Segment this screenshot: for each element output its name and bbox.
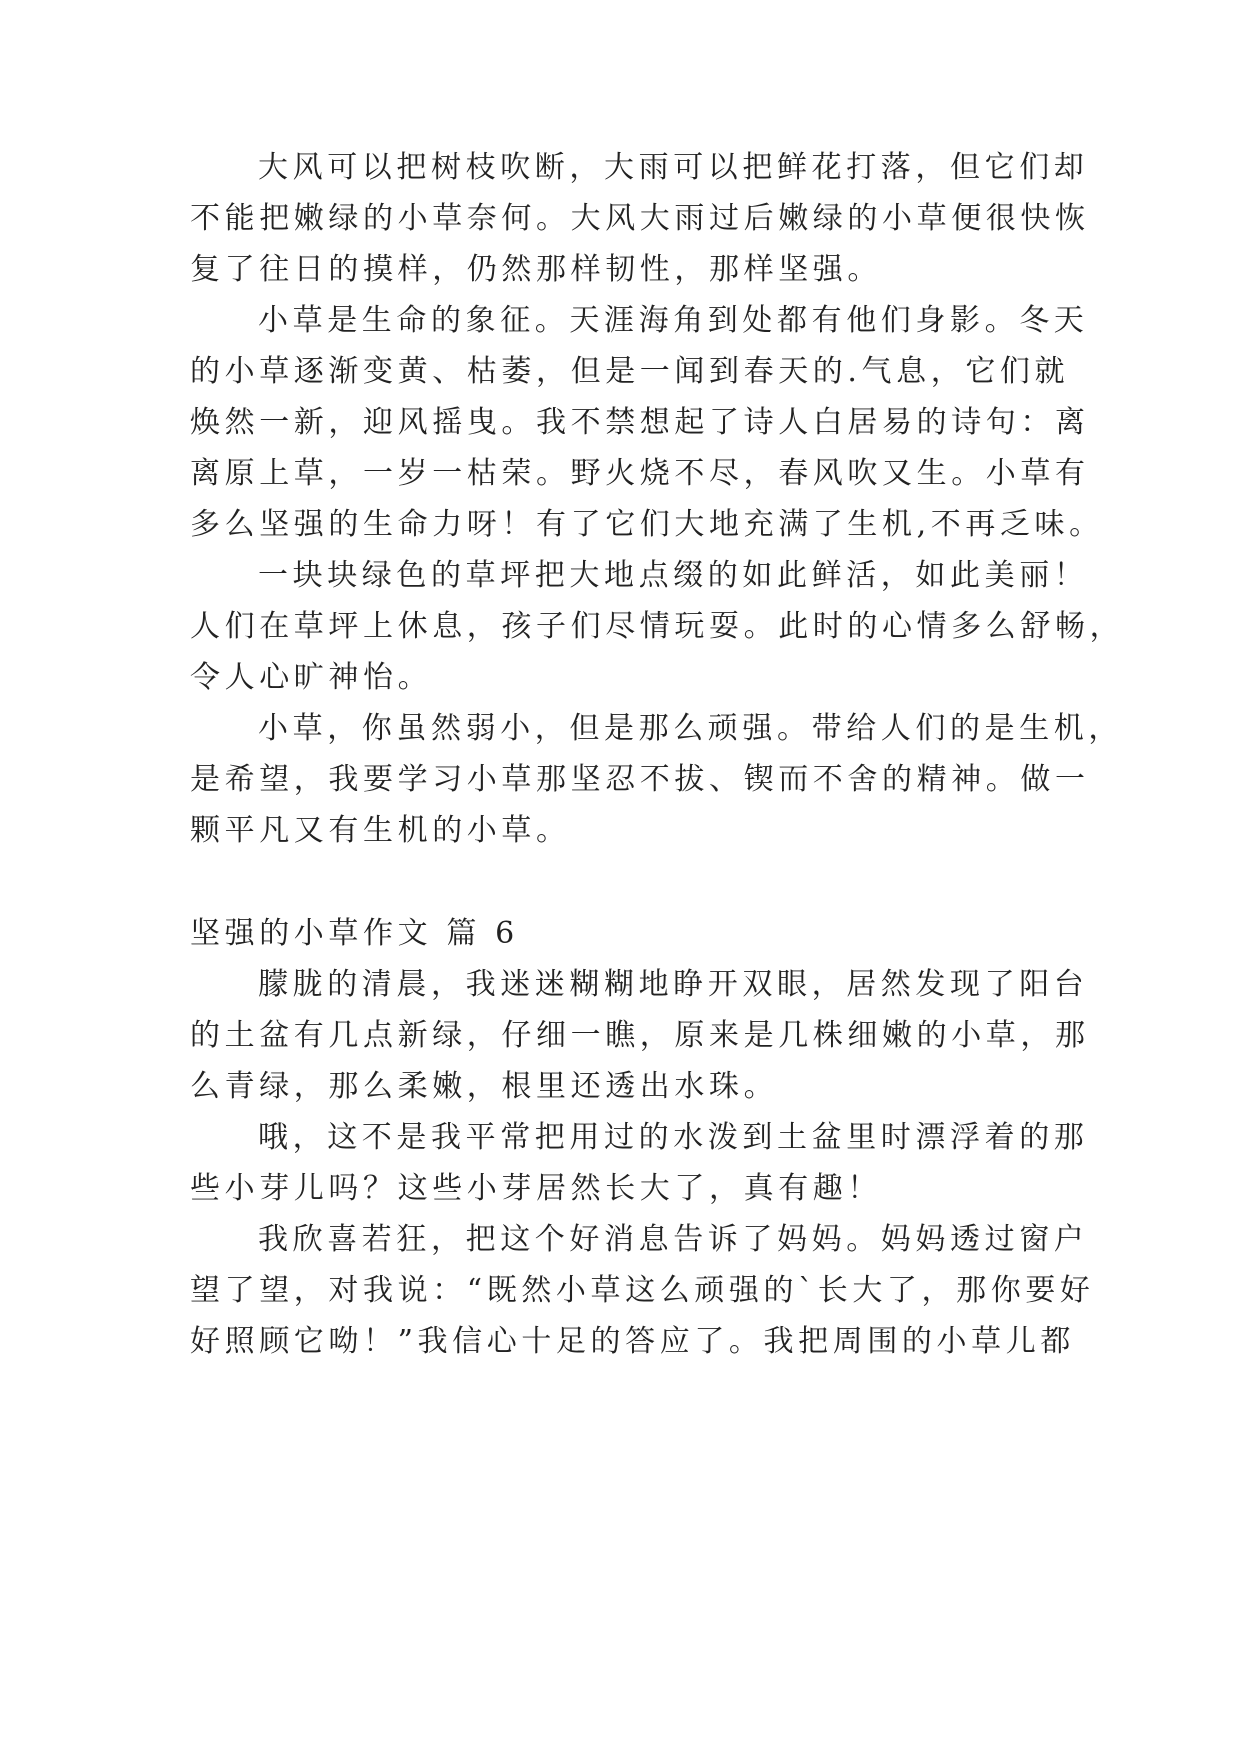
paragraph-line: 是希望，我要学习小草那坚忍不拔、锲而不舍的精神。做一 [190, 762, 1090, 797]
paragraph-line: 大风可以把树枝吹断，大雨可以把鲜花打落，但它们却 [258, 150, 1089, 185]
document-body [190, 0, 1125, 1754]
paragraph-line: 颗平凡又有生机的小草。 [190, 813, 571, 848]
paragraph-line: 不能把嫩绿的小草奈何。大风大雨过后嫩绿的小草便很快恢 [190, 201, 1090, 236]
paragraph-line: 么青绿，那么柔嫩，根里还透出水珠。 [190, 1069, 779, 1104]
section-heading: 坚强的小草作文 篇 6 [190, 916, 519, 951]
paragraph-line: 小草是生命的象征。天涯海角到处都有他们身影。冬天 [258, 303, 1089, 338]
paragraph-line: 人们在草坪上休息，孩子们尽情玩耍。此时的心情多么舒畅， [190, 609, 1125, 644]
paragraph-line: 朦胧的清晨，我迷迷糊糊地睁开双眼，居然发现了阳台 [258, 967, 1089, 1002]
paragraph-line: 复了往日的摸样，仍然那样韧性，那样坚强。 [190, 252, 882, 287]
paragraph-line: 我欣喜若狂，把这个好消息告诉了妈妈。妈妈透过窗户 [258, 1222, 1089, 1257]
paragraph-line: 多么坚强的生命力呀！有了它们大地充满了生机,不再乏味。 [190, 507, 1104, 542]
paragraph-line: 一块块绿色的草坪把大地点缀的如此鲜活，如此美丽！ [258, 558, 1089, 593]
paragraph-line: 哦，这不是我平常把用过的水泼到土盆里时漂浮着的那 [258, 1120, 1089, 1155]
paragraph-line: 的小草逐渐变黄、枯萎，但是一闻到春天的.气息，它们就 [190, 354, 1070, 389]
paragraph-line: 望了望，对我说：“既然小草这么顽强的`长大了，那你要好 [190, 1273, 1095, 1308]
paragraph-line: 令人心旷神怡。 [190, 660, 433, 695]
paragraph-line: 小草，你虽然弱小，但是那么顽强。带给人们的是生机， [258, 711, 1123, 746]
paragraph-line: 的土盆有几点新绿，仔细一瞧，原来是几株细嫩的小草，那 [190, 1018, 1090, 1053]
paragraph-line: 离原上草，一岁一枯荣。野火烧不尽，春风吹又生。小草有 [190, 456, 1090, 491]
paragraph-line: 焕然一新，迎风摇曳。我不禁想起了诗人白居易的诗句：离 [190, 405, 1090, 440]
paragraph-line: 好照顾它呦！”我信心十足的答应了。我把周围的小草儿都 [190, 1324, 1075, 1359]
paragraph-line: 些小芽儿吗？这些小芽居然长大了，真有趣！ [190, 1171, 882, 1206]
